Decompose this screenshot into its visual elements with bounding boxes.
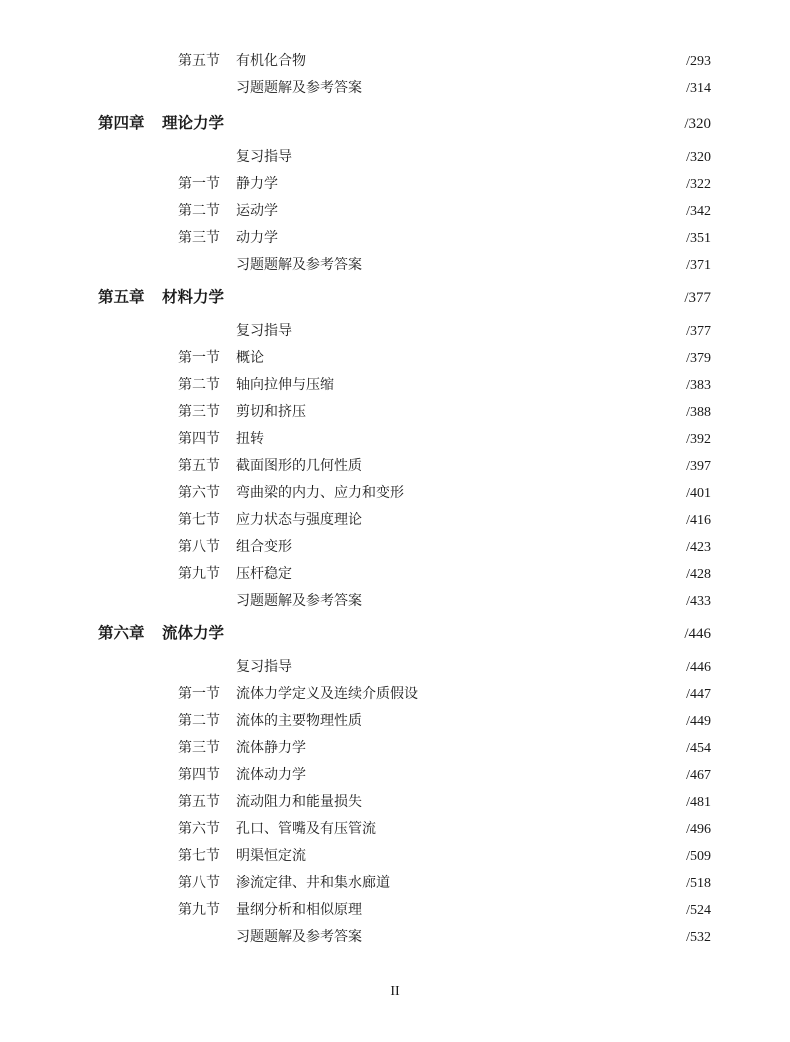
toc-entry-title: 动力学 bbox=[236, 230, 278, 246]
page-number: II bbox=[390, 984, 400, 999]
toc-section-entry bbox=[178, 227, 711, 247]
toc-entry-page: /467 bbox=[686, 768, 711, 783]
toc-section-entry bbox=[178, 173, 711, 193]
toc-entry-page: /322 bbox=[686, 177, 711, 192]
toc-section-entry bbox=[178, 146, 711, 166]
toc-section-entry bbox=[178, 254, 711, 274]
toc-entry-title: 流体静力学 bbox=[236, 740, 306, 756]
toc-section-entry bbox=[178, 428, 711, 448]
toc-entry-title: 习题题解及参考答案 bbox=[236, 80, 362, 96]
toc-section-entry bbox=[178, 791, 711, 811]
toc-entry-page: /416 bbox=[686, 513, 711, 528]
toc-entry-number: 第九节 bbox=[178, 902, 220, 918]
toc-entry-page: /496 bbox=[686, 822, 711, 837]
toc-entry-page: /383 bbox=[686, 378, 711, 393]
toc-entry-page: /379 bbox=[686, 351, 711, 366]
toc-section-entry bbox=[178, 77, 711, 97]
toc-section-entry bbox=[178, 401, 711, 421]
toc-section-entry bbox=[178, 536, 711, 556]
toc-entry-title: 压杆稳定 bbox=[236, 566, 292, 582]
toc-entry-title: 复习指导 bbox=[236, 323, 292, 339]
toc-entry-page: /454 bbox=[686, 741, 711, 756]
toc-entry-page: /351 bbox=[686, 231, 711, 246]
toc-section-entry bbox=[178, 590, 711, 610]
toc-entry-number: 第一节 bbox=[178, 176, 220, 192]
toc-entry-page: /433 bbox=[686, 594, 711, 609]
toc-entry-title: 习题题解及参考答案 bbox=[236, 593, 362, 609]
toc-entry-number: 第二节 bbox=[178, 713, 220, 729]
toc-entry-title: 截面图形的几何性质 bbox=[236, 458, 362, 474]
toc-entry-number: 第五节 bbox=[178, 53, 220, 69]
toc-chapter-entry bbox=[98, 621, 711, 643]
toc-entry-page: /446 bbox=[684, 626, 711, 642]
toc-section-entry bbox=[178, 563, 711, 583]
toc-entry-title: 概论 bbox=[236, 350, 264, 366]
toc-entry-page: /293 bbox=[686, 54, 711, 69]
toc-entry-title: 扭转 bbox=[236, 431, 264, 447]
toc-entry-page: /377 bbox=[686, 324, 711, 339]
toc-entry-title: 流动阻力和能量损失 bbox=[236, 794, 362, 810]
toc-entry-page: /320 bbox=[686, 150, 711, 165]
toc-entry-title: 渗流定律、井和集水廊道 bbox=[236, 875, 390, 891]
toc-entry-number: 第九节 bbox=[178, 566, 220, 582]
toc-entry-title: 剪切和挤压 bbox=[236, 404, 306, 420]
toc-entry-title: 习题题解及参考答案 bbox=[236, 929, 362, 945]
toc-entry-page: /423 bbox=[686, 540, 711, 555]
toc-entry-page: /509 bbox=[686, 849, 711, 864]
toc-entry-page: /377 bbox=[684, 290, 711, 306]
toc-section-entry bbox=[178, 926, 711, 946]
toc-entry-title: 轴向拉伸与压缩 bbox=[236, 377, 334, 393]
toc-section-entry bbox=[178, 50, 711, 70]
toc-entry-title: 量纲分析和相似原理 bbox=[236, 902, 362, 918]
toc-entry-number: 第一节 bbox=[178, 686, 220, 702]
toc-entry-page: /388 bbox=[686, 405, 711, 420]
toc-entry-title: 复习指导 bbox=[236, 149, 292, 165]
toc-entry-page: /314 bbox=[686, 81, 711, 96]
toc-section-entry bbox=[178, 656, 711, 676]
toc-chapter-entry bbox=[98, 285, 711, 307]
toc-entry-page: /342 bbox=[686, 204, 711, 219]
toc-entry-title: 运动学 bbox=[236, 203, 278, 219]
toc-section-entry bbox=[178, 683, 711, 703]
toc-entry-number: 第二节 bbox=[178, 203, 220, 219]
toc-section-entry bbox=[178, 347, 711, 367]
toc-entry-number: 第四节 bbox=[178, 767, 220, 783]
toc-entry-number: 第二节 bbox=[178, 377, 220, 393]
toc-entry-page: /320 bbox=[684, 116, 711, 132]
toc-entry-title: 习题题解及参考答案 bbox=[236, 257, 362, 273]
toc-entry-page: /428 bbox=[686, 567, 711, 582]
toc-chapter-entry bbox=[98, 111, 711, 133]
toc-section-entry bbox=[178, 899, 711, 919]
toc-entry-number: 第五节 bbox=[178, 458, 220, 474]
toc-entry-number: 第六节 bbox=[178, 485, 220, 501]
toc-entry-title: 孔口、管嘴及有压管流 bbox=[236, 821, 376, 837]
toc-section-entry bbox=[178, 845, 711, 865]
toc-entry-number: 第一节 bbox=[178, 350, 220, 366]
toc-section-entry bbox=[178, 482, 711, 502]
toc-section-entry bbox=[178, 455, 711, 475]
toc-entry-number: 第三节 bbox=[178, 230, 220, 246]
toc-entry-page: /446 bbox=[686, 660, 711, 675]
toc-entry-title: 有机化合物 bbox=[236, 53, 306, 69]
toc-entry-title: 流体力学 bbox=[162, 624, 225, 642]
toc-section-entry bbox=[178, 710, 711, 730]
toc-section-entry bbox=[178, 764, 711, 784]
toc-entry-title: 静力学 bbox=[236, 176, 278, 192]
toc-entry-number: 第三节 bbox=[178, 740, 220, 756]
toc-entry-number: 第七节 bbox=[178, 512, 220, 528]
toc-entry-title: 复习指导 bbox=[236, 659, 292, 675]
toc-section-entry bbox=[178, 200, 711, 220]
toc-section-entry bbox=[178, 818, 711, 838]
toc-entry-page: /524 bbox=[686, 903, 711, 918]
toc-entry-page: /481 bbox=[686, 795, 711, 810]
toc-entry-number: 第八节 bbox=[178, 875, 220, 891]
toc-entry-page: /518 bbox=[686, 876, 711, 891]
toc-entry-page: /371 bbox=[686, 258, 711, 273]
toc-section-entry bbox=[178, 509, 711, 529]
toc-section-entry bbox=[178, 737, 711, 757]
toc-entry-page: /447 bbox=[686, 687, 711, 702]
toc-entry-page: /397 bbox=[686, 459, 711, 474]
toc-section-entry bbox=[178, 374, 711, 394]
toc-entry-title: 材料力学 bbox=[162, 288, 225, 306]
toc-entry-number: 第四节 bbox=[178, 431, 220, 447]
toc-entry-title: 理论力学 bbox=[162, 114, 225, 132]
toc-entry-title: 流体的主要物理性质 bbox=[236, 713, 362, 729]
toc-entry-number: 第三节 bbox=[178, 404, 220, 420]
toc-entry-title: 弯曲梁的内力、应力和变形 bbox=[236, 485, 404, 501]
toc-entry-number: 第六章 bbox=[98, 624, 145, 642]
toc-entry-number: 第四章 bbox=[98, 114, 145, 132]
toc-entry-title: 明渠恒定流 bbox=[236, 848, 306, 864]
toc-entry-number: 第五节 bbox=[178, 794, 220, 810]
toc-entry-number: 第八节 bbox=[178, 539, 220, 555]
toc-entry-page: /392 bbox=[686, 432, 711, 447]
toc-section-entry bbox=[178, 320, 711, 340]
toc-entry-number: 第五章 bbox=[98, 288, 145, 306]
toc-entry-page: /532 bbox=[686, 930, 711, 945]
toc-entry-title: 组合变形 bbox=[236, 539, 292, 555]
toc-section-entry bbox=[178, 872, 711, 892]
toc-entry-page: /401 bbox=[686, 486, 711, 501]
toc-entry-number: 第六节 bbox=[178, 821, 220, 837]
toc-entry-number: 第七节 bbox=[178, 848, 220, 864]
toc-entry-title: 应力状态与强度理论 bbox=[236, 512, 362, 528]
toc-entry-page: /449 bbox=[686, 714, 711, 729]
toc-entry-title: 流体动力学 bbox=[236, 767, 306, 783]
toc-entry-title: 流体力学定义及连续介质假设 bbox=[236, 686, 418, 702]
